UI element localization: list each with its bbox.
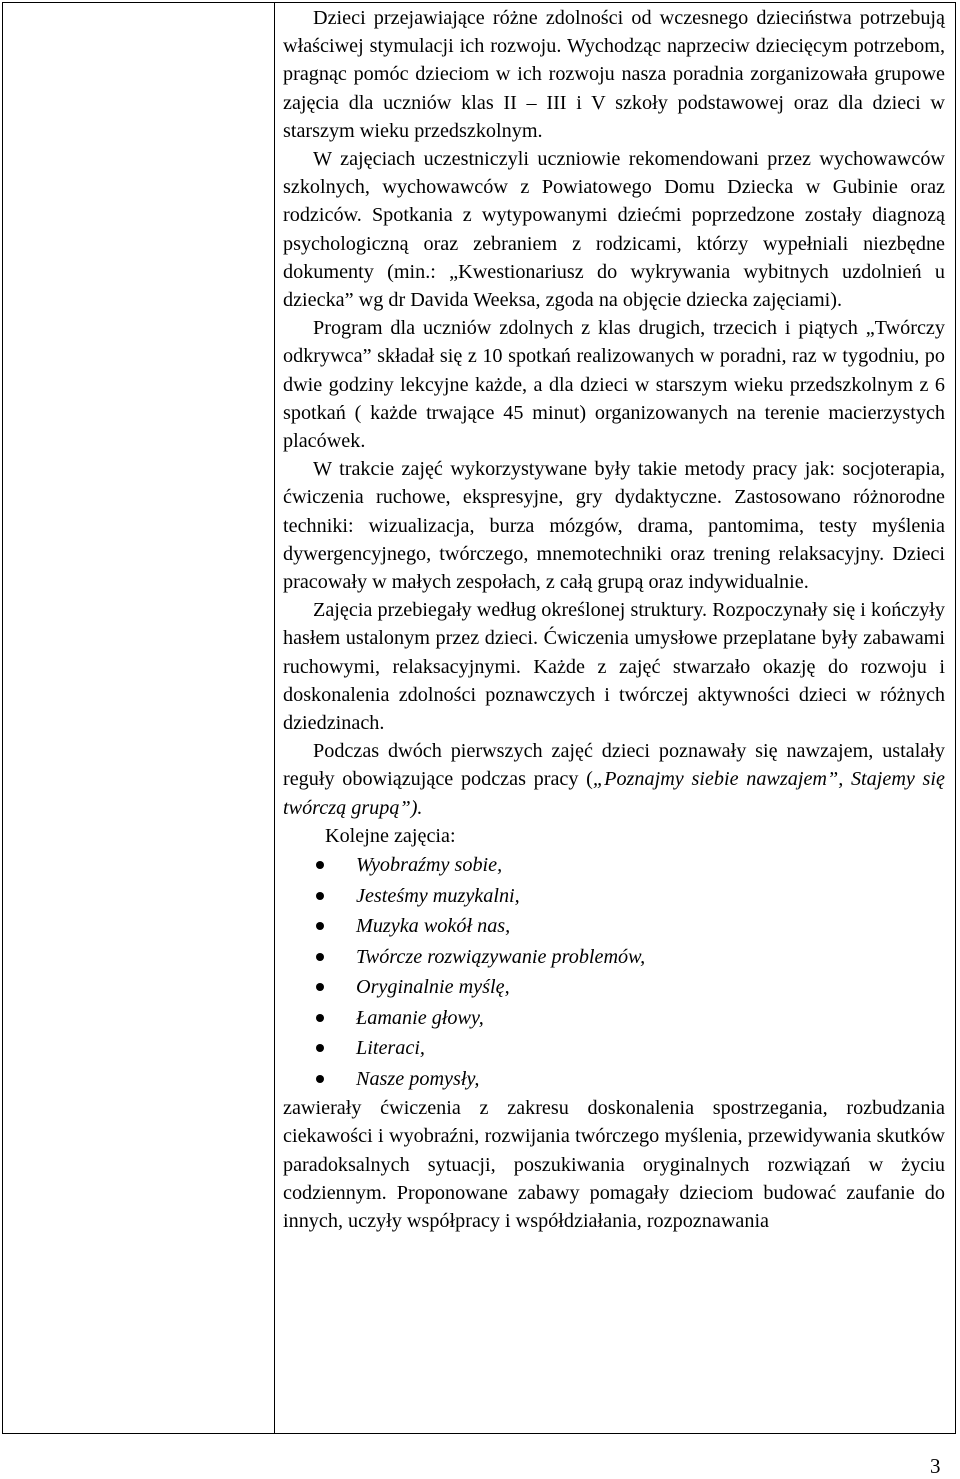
list-item	[283, 942, 945, 973]
paragraph-participants: W zajęciach uczestniczyli uczniowie rekomendowani przez wychowawców szkolnych, wychowawców z Powiatowego Domu Dziecka w Gubinie oraz rodziców. Spotkania z wytypowanymi dziećmi poprzedzone zostały diagnozą psychologiczną oraz zebraniem z rodzicami, którzy wypełniali niezbędne dokumenty (min.: „Kwestionariusz do wykrywania wybitnych uzdolnień u dziecka” wg dr Davida Weeksa, zgoda na objęcie dziecka zajęciami).	[283, 148, 945, 312]
bullet-icon	[316, 892, 324, 900]
list-item	[283, 911, 945, 942]
bullet-icon	[316, 1044, 324, 1052]
list-item	[283, 972, 945, 1003]
list-item	[283, 1003, 945, 1034]
first-meetings-text: Podczas dwóch pierwszych zajęć dzieci poznawały się nawzajem, ustalały reguły obowiązujące podczas pracy (	[283, 740, 945, 791]
document-body	[283, 4, 945, 1235]
paragraph-program: Program dla uczniów zdolnych z klas drugich, trzecich i piątych „Twórczy odkrywca” składał się z 10 spotkań realizowanych w poradni, raz w tygodniu, po dwie godziny lekcyjne każde, a dla dzieci w starszym wieku przedszkolnym z 6 spotkań ( każde trwające 45 minut) organizowanych na terenie macierzystych placówek.	[283, 317, 945, 453]
list-item	[283, 1064, 945, 1095]
paragraph-closing: zawierały ćwiczenia z zakresu doskonalenia spostrzegania, rozbudzania ciekawości i wyobraźni, rozwijania twórczego myślenia, przewidywania skutków paradoksalnych sytuacji, poszukiwania oryginalnych rozwiązań w życiu codziennym. Proponowane zabawy pomagały dzieciom budować zaufanie do innych, uczyły współpracy i współdziałania, rozpoznawania	[283, 1097, 945, 1232]
topic-text: Nasze pomysły,	[356, 1067, 480, 1090]
list-item	[283, 1033, 945, 1064]
topic-text: Jesteśmy muzykalni,	[356, 884, 520, 907]
topic-text: Muzyka wokół nas,	[356, 915, 511, 938]
topic-text: Literaci,	[356, 1037, 425, 1060]
bullet-icon	[316, 922, 324, 930]
topic-text: Wyobraźmy sobie,	[356, 854, 503, 877]
bullet-icon	[316, 953, 324, 961]
paragraph-methods: W trakcie zajęć wykorzystywane były takie metody pracy jak: socjoterapia, ćwiczenia ruchowe, ekspresyjne, gry dydaktyczne. Zastosowano różnorodne techniki: wizualizacja, burza mózgów, drama, pantomima, testy myślenia dywergencyjnego, twórczego, mnemotechniki oraz trening relaksacyjny. Dzieci pracowały w małych zespołach, z całą grupą oraz indywidualnie.	[283, 458, 945, 594]
list-item	[283, 850, 945, 881]
paragraph-structure: Zajęcia przebiegały według określonej struktury. Rozpoczynały się i kończyły hasłem ustalonym przez dzieci. Ćwiczenia umysłowe przeplatane były zabawami ruchowymi, relaksacyjnymi. Każde z zajęć stwarzało okazję do rozwoju i doskonalenia zdolności poznawczych i twórczej aktywności dzieci w różnych dziedzinach.	[283, 599, 945, 735]
next-sessions-label: Kolejne zajęcia:	[325, 824, 456, 847]
bullet-icon	[316, 861, 324, 869]
topic-text: Oryginalnie myślę,	[356, 976, 510, 999]
empty-left-column	[3, 3, 275, 1433]
bullet-icon	[316, 1075, 324, 1083]
first-meetings-titles: „Poznajmy siebie nawzajem”, Stajemy się twórczą grupą”).	[283, 768, 945, 819]
bullet-icon	[316, 1014, 324, 1022]
paragraph-first-meetings	[283, 737, 945, 822]
topic-text: Łamanie głowy,	[356, 1006, 484, 1029]
page-number: 3	[930, 1454, 941, 1478]
bullet-icon	[316, 983, 324, 991]
list-item	[283, 881, 945, 912]
session-topics-list	[283, 850, 945, 1094]
topic-text: Twórcze rozwiązywanie problemów,	[356, 945, 646, 968]
paragraph-intro: Dzieci przejawiające różne zdolności od wczesnego dzieciństwa potrzebują właściwej stymulacji ich rozwoju. Wychodząc naprzeciw dziecięcym potrzebom, pragnąc pomóc dzieciom w ich rozwoju nasza poradnia zorganizowała grupowe zajęcia dla uczniów klas II – III i V szkoły podstawowej oraz dla dzieci w starszym wieku przedszkolnym.	[283, 7, 945, 142]
